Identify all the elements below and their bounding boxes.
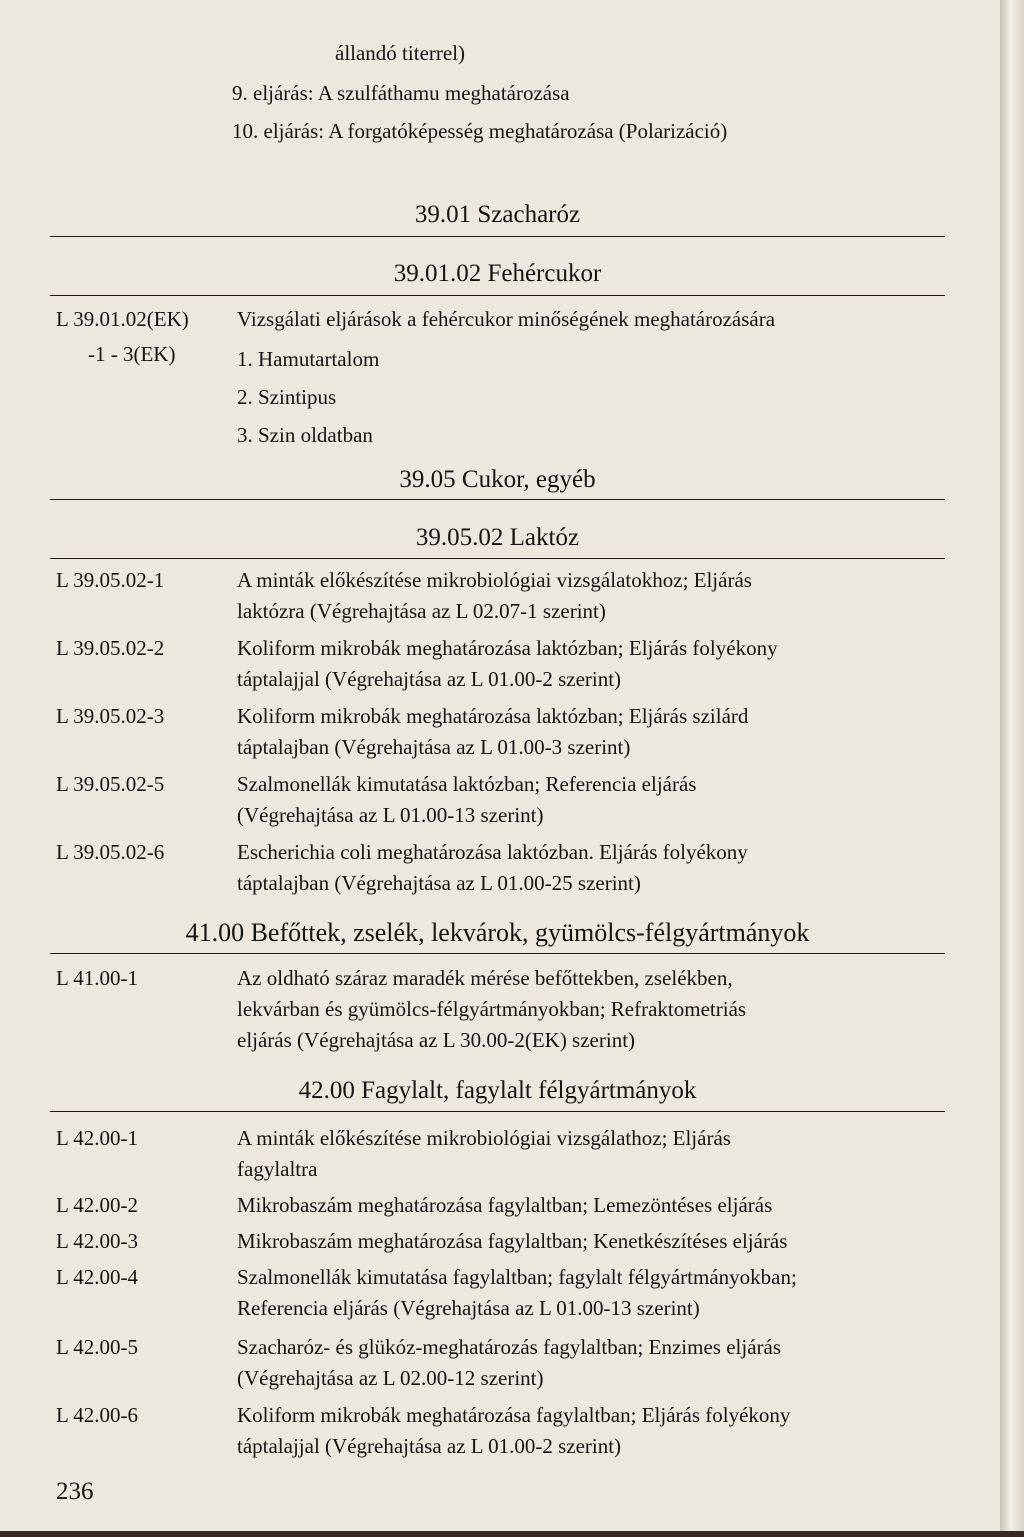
entry-line: laktózra (Végrehajtása az L 02.07-1 szerint) (237, 599, 606, 623)
entry-code: L 39.05.02-5 (56, 772, 165, 796)
section-heading-39-05-02: 39.05.02 Laktóz (415, 524, 580, 551)
entry-description (237, 633, 778, 695)
entry-description (237, 963, 746, 1056)
section-rule (50, 1111, 945, 1112)
entry-line: Szalmonellák kimutatása fagylaltban; fagylalt félgyártmányokban; (237, 1265, 797, 1289)
entry-line: eljárás (Végrehajtása az L 30.00-2(EK) szerint) (237, 1028, 636, 1052)
entry-code: L 41.00-1 (56, 966, 139, 990)
entry-description (237, 1262, 797, 1324)
entry-description (237, 1123, 731, 1185)
entry-description (237, 1332, 781, 1394)
entry-line: Szalmonellák kimutatása laktózban; Referencia eljárás (237, 772, 697, 796)
list-item: 1. Hamutartalom (237, 347, 380, 371)
entry-description (237, 304, 775, 335)
intro-line-3: 10. eljárás: A forgatóképesség meghatározása (Polarizáció) (232, 119, 728, 143)
entry-line: táptalajban (Végrehajtása az L 01.00-25 szerint) (237, 871, 641, 895)
entry-code: L 39.05.02-6 (56, 840, 165, 864)
section-rule (50, 953, 945, 954)
entry-line: Koliform mikrobák meghatározása laktózban; Eljárás szilárd (237, 704, 749, 728)
entry-line: Koliform mikrobák meghatározása fagylaltban; Eljárás folyékony (237, 1403, 791, 1427)
entry-code: -1 - 3(EK) (88, 342, 176, 366)
book-spine-edge (1000, 0, 1024, 1537)
entry-sublist (237, 340, 379, 454)
entry-line: Szacharóz- és glükóz-meghatározás fagylaltban; Enzimes eljárás (237, 1335, 782, 1359)
section-rule (50, 295, 945, 296)
entry-description (237, 1400, 790, 1462)
intro-line-1: állandó titerrel) (335, 41, 466, 65)
entry-line: fagylaltra (237, 1157, 318, 1181)
entry-code: L 42.00-5 (56, 1335, 139, 1359)
entry-line: Escherichia coli meghatározása laktózban. Eljárás folyékony (237, 840, 748, 864)
entry-code: L 42.00-1 (56, 1126, 139, 1150)
entry-line: Koliform mikrobák meghatározása laktózban; Eljárás folyékony (237, 636, 778, 660)
entry-code: L 39.05.02-2 (56, 636, 165, 660)
entry-line: táptalajjal (Végrehajtása az L 01.00-2 szerint) (237, 667, 622, 691)
entry-description (237, 701, 748, 763)
entry-line: A minták előkészítése mikrobiológiai vizsgálathoz; Eljárás (237, 1126, 731, 1150)
entry-description (237, 1190, 772, 1221)
entry-code: L 42.00-3 (56, 1229, 139, 1253)
section-heading-39-05: 39.05 Cukor, egyéb (399, 466, 596, 493)
list-item: 3. Szin oldatban (237, 423, 373, 447)
entry-description (237, 1226, 787, 1257)
entry-title: Vizsgálati eljárások a fehércukor minőségének meghatározására (237, 307, 776, 331)
entry-line: Referencia eljárás (Végrehajtása az L 01.00-13 szerint) (237, 1296, 700, 1320)
entry-code: L 39.05.02-3 (56, 704, 165, 728)
entry-line: Mikrobaszám meghatározása fagylaltban; Lemezöntéses eljárás (237, 1193, 773, 1217)
page-bottom-edge (0, 1531, 1024, 1537)
entry-line: (Végrehajtása az L 02.00-12 szerint) (237, 1366, 544, 1390)
intro-line-2: 9. eljárás: A szulfáthamu meghatározása (232, 81, 570, 105)
entry-code: L 42.00-2 (56, 1193, 139, 1217)
section-heading-41-00: 41.00 Befőttek, zselék, lekvárok, gyümölcs-félgyártmányok (185, 918, 810, 947)
page-number: 236 (56, 1478, 94, 1505)
entry-line: A minták előkészítése mikrobiológiai vizsgálatokhoz; Eljárás (237, 568, 752, 592)
section-heading-42-00: 42.00 Fagylalt, fagylalt félgyártmányok (298, 1077, 697, 1104)
entry-line: táptalajban (Végrehajtása az L 01.00-3 szerint) (237, 735, 631, 759)
section-rule (50, 558, 945, 559)
entry-code: L 42.00-6 (56, 1403, 139, 1427)
entry-line: táptalajjal (Végrehajtása az L 01.00-2 szerint) (237, 1434, 622, 1458)
section-heading-39-01: 39.01 Szacharóz (414, 201, 581, 228)
list-item: 2. Szintipus (237, 385, 337, 409)
entry-line: (Végrehajtása az L 01.00-13 szerint) (237, 803, 544, 827)
entry-description (237, 837, 748, 899)
section-rule (50, 236, 945, 237)
entry-code: L 42.00-4 (56, 1265, 139, 1289)
section-rule (50, 499, 945, 500)
section-heading-39-01-02: 39.01.02 Fehércukor (393, 260, 602, 287)
entry-description (237, 769, 696, 831)
entry-code: L 39.01.02(EK) (56, 307, 189, 331)
entry-description (237, 565, 752, 627)
entry-line: Mikrobaszám meghatározása fagylaltban; Kenetkészítéses eljárás (237, 1229, 788, 1253)
entry-line: lekvárban és gyümölcs-félgyártmányokban; Refraktometriás (237, 997, 747, 1021)
entry-code: L 39.05.02-1 (56, 568, 165, 592)
entry-line: Az oldható száraz maradék mérése befőttekben, zselékben, (237, 966, 733, 990)
